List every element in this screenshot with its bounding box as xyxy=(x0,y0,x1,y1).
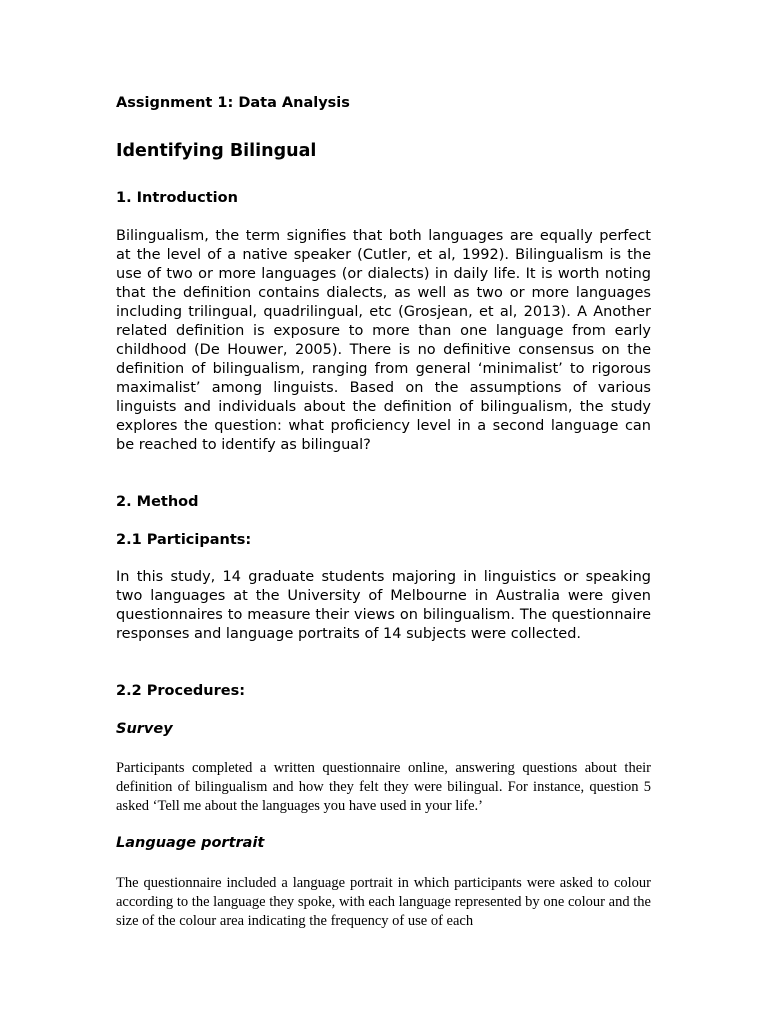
document-title: Identifying Bilingual xyxy=(116,141,317,161)
participants-heading: 2.1 Participants: xyxy=(116,532,252,548)
survey-paragraph: Participants completed a written questionnaire online, answering questions about their definition of bilingualism and how they felt they were bilingual. For instance, question 5 asked ‘Tell me about the languages you have used in your life.’ xyxy=(116,760,651,814)
language-portrait-paragraph: The questionnaire included a language portrait in which participants were asked to colour according to the language they spoke, with each language represented by one colour and the size of the colour area indicating the frequency of use of each xyxy=(116,875,651,929)
procedures-heading: 2.2 Procedures: xyxy=(116,683,246,699)
assignment-title: Assignment 1: Data Analysis xyxy=(116,95,350,111)
method-heading: 2. Method xyxy=(116,494,199,510)
participants-paragraph: In this study, 14 graduate students majoring in linguistics or speaking two languages at the University of Melbourne in Australia were given questionnaires to measure their views on bilingualism. The questionnaire responses and language portraits of 14 subjects were collected. xyxy=(116,569,651,642)
language-portrait-heading: Language portrait xyxy=(116,835,265,851)
introduction-paragraph: Bilingualism, the term signifies that both languages are equally perfect at the level of a native speaker (Cutler, et al, 1992). Bilingualism is the use of two or more languages (or dialects) in daily life. It is worth noting that the definition contains dialects, as well as two or more languages including trilingual, quadrilingual, etc (Grosjean, et al, 2013). A Another related definition is exposure to more than one language from early childhood (De Houwer, 2005). There is no definitive consensus on the definition of bilingualism, ranging from general ‘minimalist’ to rigorous maximalist’ among linguists. Based on the assumptions of various linguists and individuals about the definition of bilingualism, the study explores the question: what proficiency level in a second language can be reached to identify as bilingual? xyxy=(116,228,651,453)
introduction-heading: 1. Introduction xyxy=(116,190,238,206)
language-portrait-clip xyxy=(116,874,651,931)
survey-heading: Survey xyxy=(116,721,173,737)
